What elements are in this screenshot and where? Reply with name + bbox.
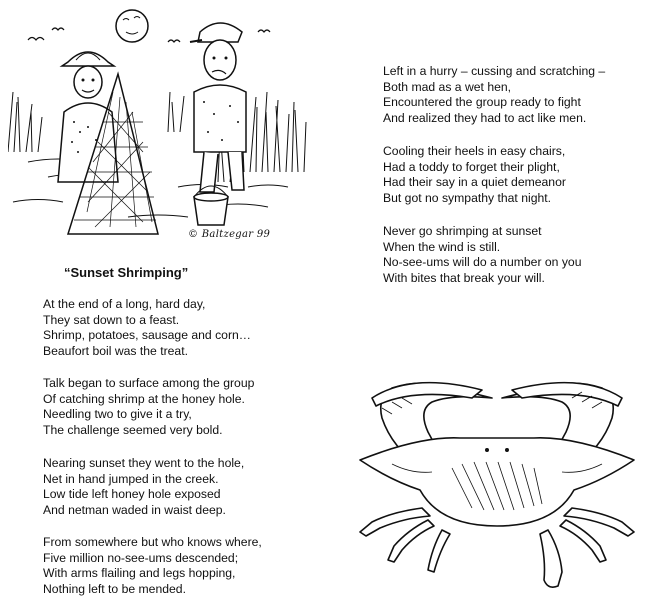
poem-line: Nearing sunset they went to the hole, (43, 456, 245, 470)
stanza-2 (43, 376, 254, 438)
stanza-6 (383, 144, 566, 206)
stanza-7 (383, 224, 581, 286)
poem-line: They sat down to a feast. (43, 312, 180, 327)
poem-line: Cooling their heels in easy chairs, (383, 144, 566, 158)
blue-crab-illustration (352, 368, 642, 596)
poem-line: When the wind is still. (383, 239, 501, 254)
artist-signature: © Baltzegar 99 (188, 229, 271, 240)
poem-line: But got no sympathy that night. (383, 190, 552, 205)
poem-line: Talk began to surface among the group (43, 376, 255, 390)
poem-line: Nothing left to be mended. (43, 581, 186, 596)
poem-line: Never go shrimping at sunset (383, 224, 542, 238)
stanza-3 (43, 456, 244, 518)
poem-line: With bites that break your will. (383, 270, 545, 285)
poem-line: Low tide left honey hole exposed (43, 487, 221, 501)
poem-line: At the end of a long, hard day, (43, 297, 206, 311)
poem-line: Had a toddy to forget their plight, (383, 159, 560, 174)
poem-line: Net in hand jumped in the creek. (43, 471, 219, 486)
shrimpers-illustration (8, 2, 308, 252)
poem-line: With arms flailing and legs hopping, (43, 566, 236, 580)
poem-line: The challenge seemed very bold. (43, 422, 223, 437)
poem-line: Both mad as a wet hen, (383, 79, 512, 94)
poem-line: Left in a hurry – cussing and scratching – (383, 64, 606, 78)
poem-line: Needling two to give it a try, (43, 407, 192, 421)
poem-line: Beaufort boil was the treat. (43, 343, 188, 358)
stanza-4 (43, 535, 262, 597)
poem-line: No-see-ums will do a number on you (383, 255, 582, 269)
stanza-5 (383, 64, 605, 126)
poem-line: Shrimp, potatoes, sausage and corn… (43, 328, 251, 342)
poem-line: Encountered the group ready to fight (383, 95, 581, 109)
poem-line: Five million no-see-ums descended; (43, 550, 239, 565)
poem-title: “Sunset Shrimping” (64, 265, 189, 280)
poem-line: Had their say in a quiet demeanor (383, 175, 566, 189)
poem-line: Of catching shrimp at the honey hole. (43, 391, 245, 406)
stanza-1 (43, 297, 251, 359)
poem-line: And realized they had to act like men. (383, 110, 587, 125)
poem-line: From somewhere but who knows where, (43, 535, 262, 549)
poem-line: And netman waded in waist deep. (43, 502, 226, 517)
